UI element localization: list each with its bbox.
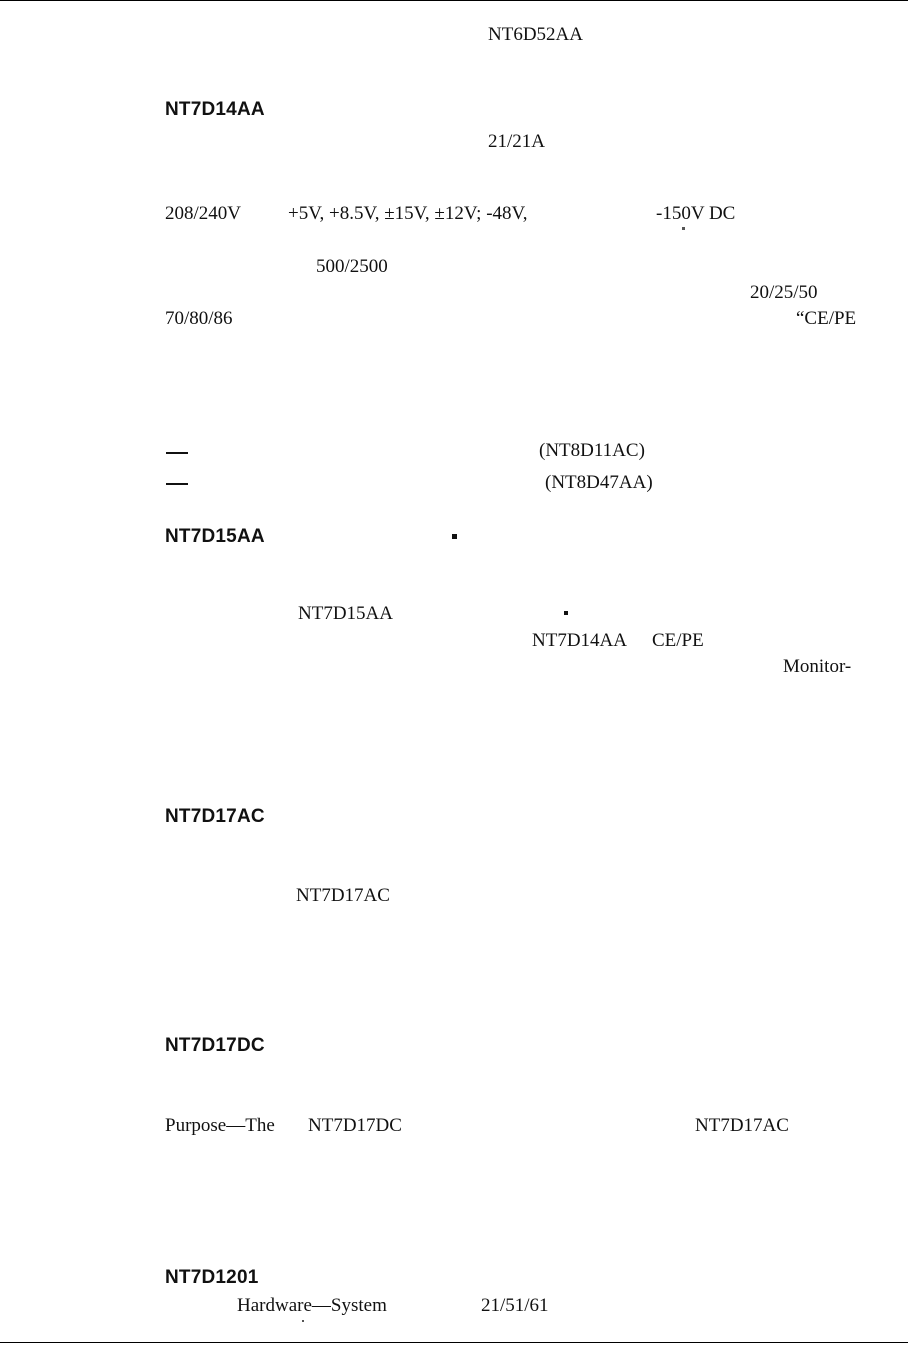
heading-nt7d17ac: NT7D17AC bbox=[165, 806, 265, 827]
bottom-rule bbox=[0, 1342, 908, 1343]
module-nt8d11ac: (NT8D11AC) bbox=[539, 440, 645, 461]
list-dash-2 bbox=[166, 483, 188, 485]
bullet-dot-2 bbox=[564, 611, 568, 615]
heading-nt7d1201: NT7D1201 bbox=[165, 1267, 259, 1288]
ref-21-21a: 21/21A bbox=[488, 131, 545, 152]
top-rule bbox=[0, 0, 908, 1]
heading-nt7d17dc: NT7D17DC bbox=[165, 1035, 265, 1056]
text-nt7d15aa: NT7D15AA bbox=[298, 603, 393, 624]
bullet-dot-1 bbox=[452, 534, 457, 539]
negative-voltage: -150V DC bbox=[656, 203, 736, 224]
code-nt6d52aa: NT6D52AA bbox=[488, 24, 583, 45]
ref-21-51-61: 21/51/61 bbox=[481, 1295, 549, 1316]
text-ce-pe: CE/PE bbox=[652, 630, 704, 651]
speck-mark bbox=[682, 227, 685, 230]
hardware-label: Hardware—System bbox=[237, 1295, 387, 1316]
heading-nt7d14aa: NT7D14AA bbox=[165, 99, 265, 120]
ce-pe-quote: “CE/PE bbox=[796, 308, 857, 329]
input-voltage: 208/240V bbox=[165, 203, 241, 224]
output-voltages: +5V, +8.5V, ±15V, ±12V; -48V, bbox=[288, 203, 528, 224]
rating-500-2500: 500/2500 bbox=[316, 256, 388, 277]
purpose-label: Purpose—The bbox=[165, 1115, 275, 1136]
text-nt7d17ac: NT7D17AC bbox=[296, 885, 390, 906]
sizes-70-80-86: 70/80/86 bbox=[165, 308, 233, 329]
list-dash-1 bbox=[166, 452, 188, 454]
module-nt8d47aa: (NT8D47AA) bbox=[545, 472, 653, 493]
text-nt7d17ac-2: NT7D17AC bbox=[695, 1115, 789, 1136]
text-nt7d14aa: NT7D14AA bbox=[532, 630, 627, 651]
sizes-20-25-50: 20/25/50 bbox=[750, 282, 818, 303]
heading-nt7d15aa: NT7D15AA bbox=[165, 526, 265, 547]
text-monitor: Monitor- bbox=[783, 656, 852, 677]
text-nt7d17dc: NT7D17DC bbox=[308, 1115, 402, 1136]
speck-mark-2 bbox=[302, 1320, 304, 1322]
